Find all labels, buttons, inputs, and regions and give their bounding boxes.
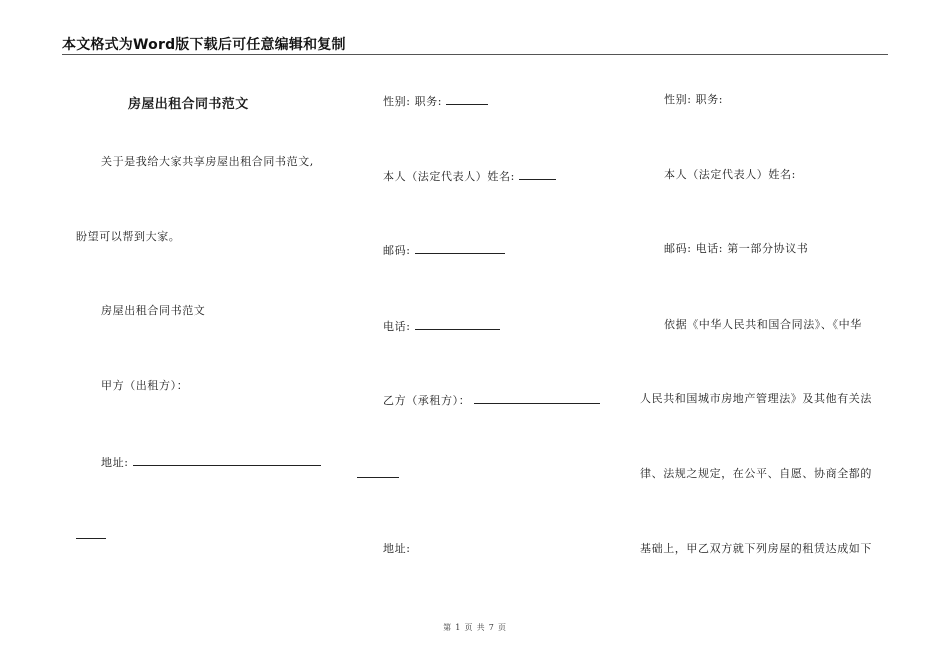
intro-line-2: 盼望可以帮到大家。 (76, 230, 181, 243)
party-a-legal-rep-blank (519, 168, 556, 180)
document-title: 房屋出租合同书范文 (128, 97, 249, 112)
party-b (383, 392, 600, 408)
agreement-para-line-4: 基础上，甲乙双方就下列房屋的租赁达成如下 (640, 542, 872, 555)
party-b-postcode-phone: 邮码: 电话: 第一部分协议书 (664, 242, 809, 255)
party-a-gender-title (383, 93, 488, 109)
agreement-para-line-1: 依据《中华人民共和国合同法》、《中华 (664, 318, 862, 331)
party-b-gender-title: 性别: 职务: (664, 93, 724, 106)
party-b-address-label: 地址: (383, 542, 411, 555)
party-a-address-blank (133, 454, 321, 466)
intro-line-1: 关于是我给大家共享房屋出租合同书范文, (101, 155, 314, 168)
party-a-address-blank-cont (76, 538, 106, 539)
party-a-postcode-blank (415, 242, 505, 254)
party-b-label: 乙方（承租方）： (383, 394, 471, 407)
party-a-phone (383, 318, 500, 334)
party-a-postcode (383, 242, 505, 258)
party-a-legal-rep-label: 本人（法定代表人）姓名: (383, 170, 515, 183)
header-title: 本文格式为Word版下载后可任意编辑和复制 (62, 37, 346, 53)
party-a-address (101, 454, 321, 470)
party-a-address-label: 地址: (101, 456, 129, 469)
party-b-blank (474, 392, 600, 404)
party-b-blank-cont (357, 477, 399, 478)
party-a-phone-blank (415, 318, 500, 330)
document-header (62, 34, 888, 55)
party-a-title-blank (446, 93, 488, 105)
agreement-para-line-2: 人民共和国城市房地产管理法》及其他有关法 (640, 392, 872, 405)
section-subtitle: 房屋出租合同书范文 (101, 304, 206, 317)
party-a-label: 甲方（出租方）： (101, 379, 189, 392)
party-b-legal-rep: 本人（法定代表人）姓名: (664, 168, 796, 181)
party-a-postcode-label: 邮码: (383, 244, 411, 257)
page-number: 第 1 页 共 7 页 (443, 623, 507, 632)
party-a-legal-rep (383, 168, 556, 184)
party-a-gender-label: 性别: 职务: (383, 95, 443, 108)
agreement-para-line-3: 律、法规之规定，在公平、自愿、协商全都的 (640, 467, 872, 480)
party-a-phone-label: 电话: (383, 320, 411, 333)
